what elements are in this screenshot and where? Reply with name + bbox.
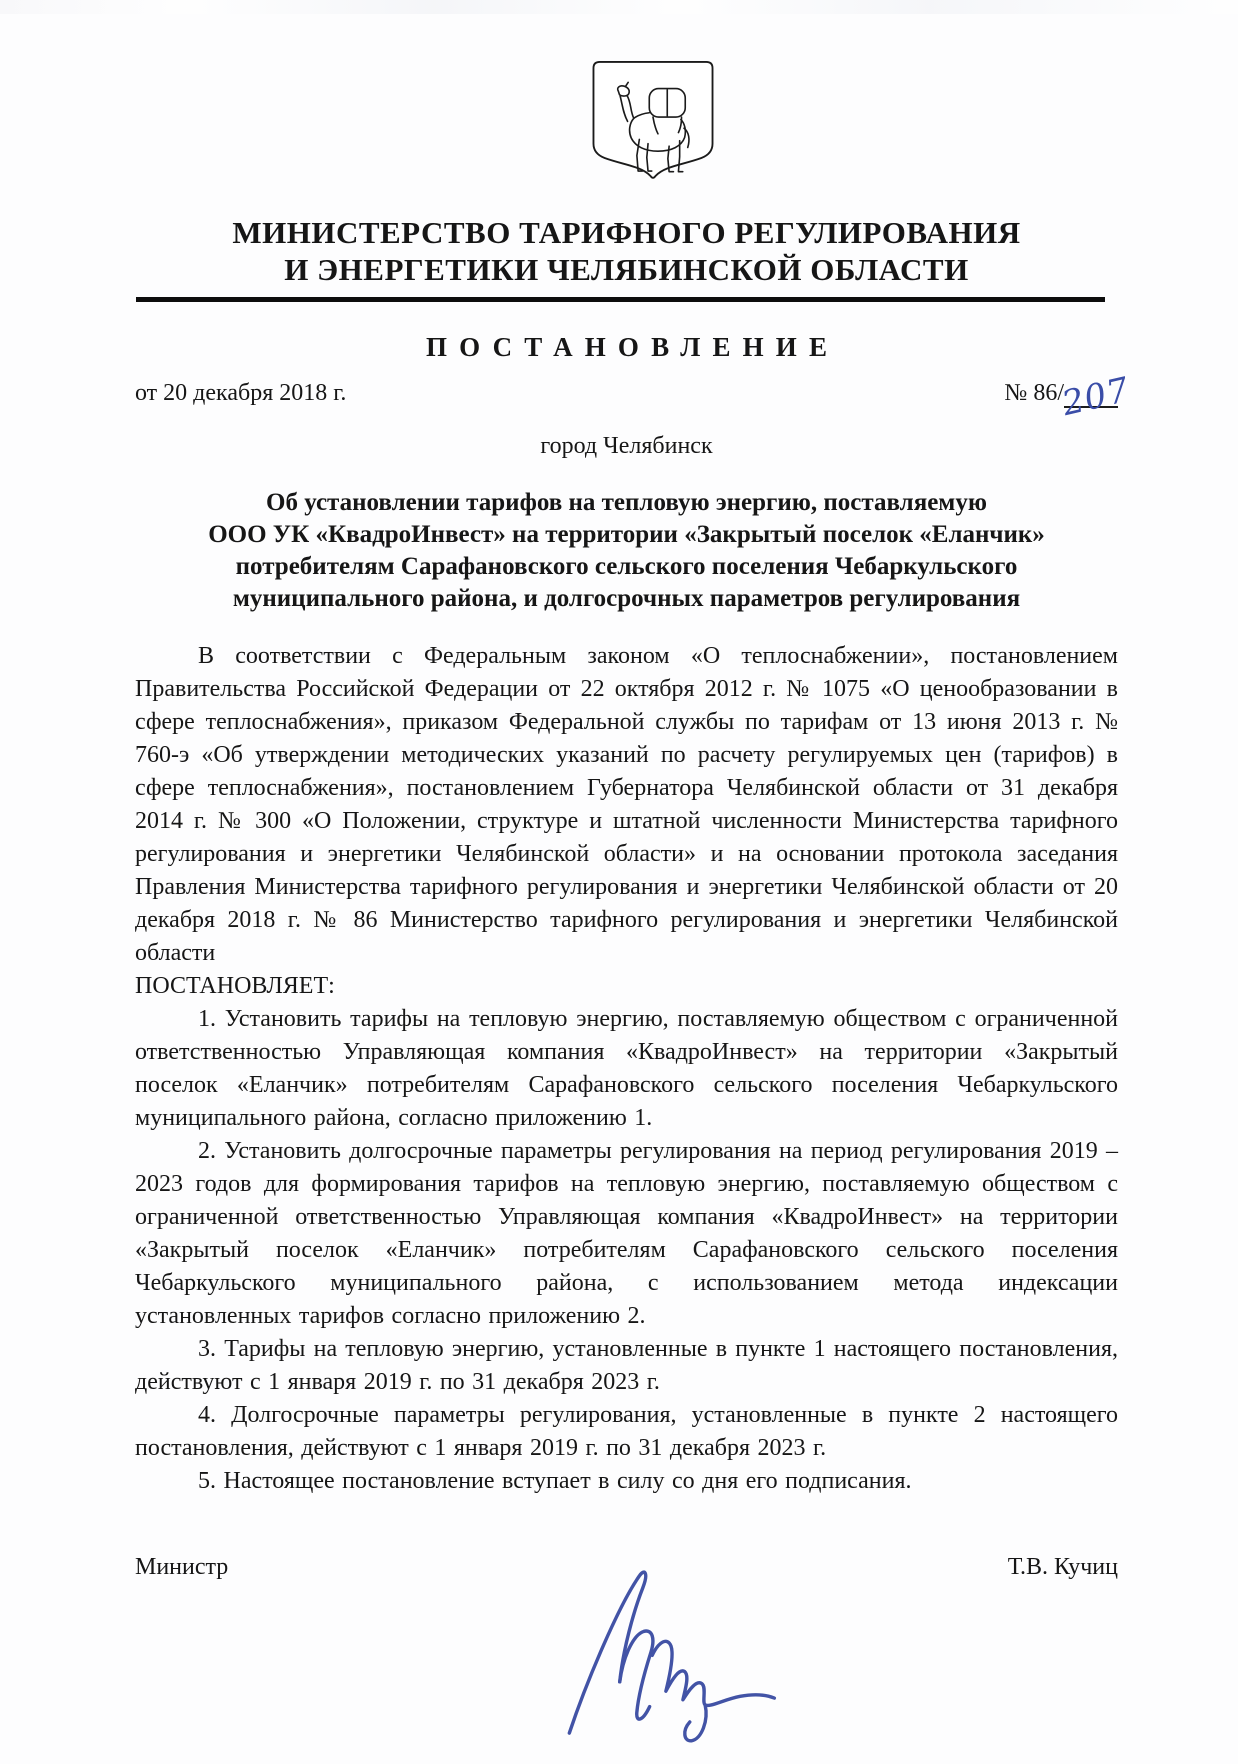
resolves-word: ПОСТАНОВЛЯЕТ:	[135, 973, 335, 999]
document-date: от 20 декабря 2018 г.	[135, 380, 347, 406]
document-title-line: Об установлении тарифов на тепловую энергию, поставляемую	[266, 489, 987, 516]
document-title	[135, 487, 1118, 615]
ministry-name	[135, 214, 1118, 288]
resolution-item-1: 1. Установить тарифы на тепловую энергию, поставляемую обществом с ограниченной ответственностью Управляющая компания «КвадроИнвест» на территории «Закрытый поселок «Еланчик» потребителям Сарафановского сельского поселения Чебаркульского муниципального района, согласно приложению 1.	[135, 1006, 1118, 1131]
coat-of-arms-camel-icon	[591, 56, 715, 198]
document-type-heading: ПОСТАНОВЛЕНИЕ	[426, 332, 840, 362]
number-blank-line	[1058, 369, 1134, 425]
ministry-name-line1: МИНИСТЕРСТВО ТАРИФНОГО РЕГУЛИРОВАНИЯ	[232, 215, 1021, 250]
ministry-name-line2: И ЭНЕРГЕТИКИ ЧЕЛЯБИНСКОЙ ОБЛАСТИ	[284, 252, 969, 287]
document-number	[1004, 369, 1134, 425]
resolution-item-3: 3. Тарифы на тепловую энергию, установленные в пункте 1 настоящего постановления, действуют с 1 января 2019 г. по 31 декабря 2023 г.	[135, 1336, 1118, 1395]
handwritten-signature-icon	[525, 1552, 805, 1757]
resolution-item-4: 4. Долгосрочные параметры регулирования, установленные в пункте 2 настоящего постановления, действуют с 1 января 2019 г. по 31 декабря 2023 г.	[135, 1402, 1118, 1461]
document-title-line: потребителям Сарафановского сельского поселения Чебаркульского	[235, 553, 1018, 580]
city-line: город Челябинск	[540, 433, 713, 459]
header-divider	[136, 297, 1105, 302]
document-title-line: муниципального района, и долгосрочных параметров регулирования	[232, 585, 1021, 612]
preamble-paragraph: В соответствии с Федеральным законом «О теплоснабжении», постановлением Правительства Российской Федерации от 22 октября 2012 г. № 1075 «О ценообразовании в сфере теплоснабжения», приказом Федеральной службы по тарифам от 13 июня 2013 г. № 760-э «Об утверждении методических указаний по расчету регулируемых цен (тарифов) в сфере теплоснабжения», постановлением Губернатора Челябинской области от 31 декабря 2014 г. № 300 «О Положении, структуре и штатной численности Министерства тарифного регулирования и энергетики Челябинской области» и на основании протокола заседания Правления Министерства тарифного регулирования и энергетики Челябинской области от 20 декабря 2018 г. № 86 Министерство тарифного регулирования и энергетики Челябинской области	[135, 643, 1118, 966]
resolution-item-5: 5. Настоящее постановление вступает в силу со дня его подписания.	[198, 1468, 912, 1494]
document-title-line: ООО УК «КвадроИнвест» на территории «Закрытый поселок «Еланчик»	[208, 521, 1045, 548]
document-number-prefix: № 86/	[1004, 380, 1064, 406]
signoff-row	[135, 1554, 1118, 1581]
handwritten-number: 207	[1058, 369, 1134, 425]
resolution-item-2: 2. Установить долгосрочные параметры регулирования на период регулирования 2019 – 2023 годов для формирования тарифов на тепловую энергию, поставляемую обществом с ограниченной ответственностью Управляющая компания «КвадроИнвест» на территории «Закрытый поселок «Еланчик» потребителям Сарафановского сельского поселения Чебаркульского муниципального района, с использованием метода индексации установленных тарифов согласно приложению 2.	[135, 1138, 1118, 1329]
document-body	[135, 640, 1118, 1498]
signer-position: Министр	[135, 1554, 229, 1580]
signer-name: Т.В. Кучиц	[1007, 1554, 1118, 1580]
date-number-row	[135, 369, 1134, 425]
